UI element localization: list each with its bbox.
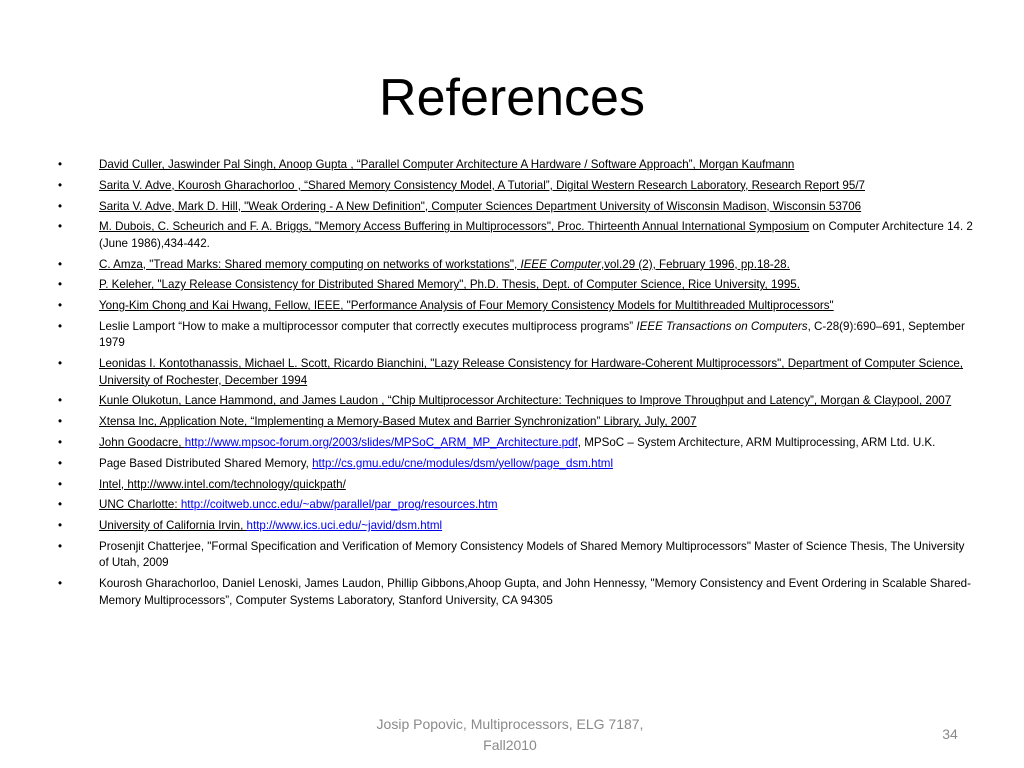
slide-footer [340,714,680,756]
bullet-icon: • [58,220,63,234]
reference-item [58,277,973,293]
reference-item [58,157,973,173]
reference-link[interactable]: http://coitweb.uncc.edu/~abw/parallel/par_prog/resources.htm [180,498,498,512]
bullet-icon: • [58,357,63,371]
bullet-icon: • [58,299,63,313]
reference-item [58,518,973,534]
reference-item [58,257,973,273]
bullet-icon: • [58,178,63,192]
reference-text: Xtensa Inc, Application Note, “Implementing a Memory-Based Mutex and Barrier Synchronization” Library, July, 2007 [99,415,697,429]
reference-item [58,539,973,572]
reference-text: Sarita V. Adve, Kourosh Gharachorloo , “Shared Memory Consistency Model, A Tutorial”, Digital Western Research Laboratory, Research Report 95/7 [99,178,865,192]
reference-text: on Computer Architecture 14. 2 (June 1986),434-442. [99,220,973,250]
reference-text: Prosenjit Chatterjee, "Formal Specification and Verification of Memory Consistency Models of Shared Memory Multiprocessors" Master of Science Thesis, The University of Utah, 2009 [99,539,965,570]
reference-item [58,477,973,493]
reference-item [58,199,973,215]
bullet-icon: • [58,577,63,591]
reference-text: ,vol.29 (2), February 1996, pp.18-28. [601,257,790,271]
bullet-icon: • [58,278,63,292]
reference-text: Intel, http://www.intel.com/technology/quickpath/ [99,477,346,491]
reference-text: Kunle Olukotun, Lance Hammond, and James Laudon , “Chip Multiprocessor Architecture: Techniques to Improve Throughput and Latency”, Morgan & Claypool, 2007 [99,394,952,408]
slide-title: References [379,69,645,127]
reference-item [58,456,973,472]
bullet-icon: • [58,394,63,408]
footer-line-1: Josip Popovic, Multiprocessors, ELG 7187, [376,716,644,732]
reference-text: David Culler, Jaswinder Pal Singh, Anoop Gupta , “Parallel Computer Architecture A Hardware / Software Approach”, Morgan Kaufmann [99,158,795,171]
reference-text: , C-28(9):690–691, September 1979 [99,319,965,350]
reference-text: Leslie Lamport “How to make a multiprocessor computer that correctly executes multiprocess programs” [99,319,637,333]
reference-item [58,414,973,430]
reference-text: University of California Irvin, [99,519,247,533]
reference-item [58,219,973,252]
reference-text: Leonidas I. Kontothanassis, Michael L. Scott, Ricardo Bianchini, "Lazy Release Consistency for Hardware-Coherent Multiprocessors", Department of Computer Science, University of Rochester, December 1994 [99,357,964,387]
reference-text: Page Based Distributed Shared Memory, [99,456,313,470]
reference-text: Kourosh Gharachorloo, Daniel Lenoski, James Laudon, Phillip Gibbons,Ahoop Gupta, and John Hennessy, "Memory Consistency and Event Ordering in Scalable Shared-Memory Multiprocessors”, Computer Systems Laboratory, Stanford University, CA 94305 [99,577,971,607]
footer-line-2: Fall2010 [483,737,537,753]
bullet-icon: • [58,415,63,429]
reference-text: C. Amza, "Tread Marks: Shared memory computing on networks of workstations", [99,257,521,271]
reference-text: Yong-Kim Chong and Kai Hwang, Fellow, IEEE, "Performance Analysis of Four Memory Consistency Models for Multithreaded Multiprocessors" [99,299,834,313]
reference-text: UNC Charlotte: [99,498,181,512]
reference-item [58,319,973,352]
reference-text: Sarita V. Adve, Mark D. Hill, "Weak Ordering - A New Definition", Computer Sciences Department University of Wisconsin Madison, Wisconsin 53706 [99,199,862,213]
reference-link[interactable]: http://www.ics.uci.edu/~javid/dsm.html [246,519,443,533]
reference-item [58,178,973,194]
reference-link[interactable]: http://cs.gmu.edu/cne/modules/dsm/yellow/page_dsm.html [312,456,614,470]
bullet-icon: • [58,257,63,271]
reference-text: M. Dubois, C. Scheurich and F. A. Briggs, "Memory Access Buffering in Multiprocessors", Proc. Thirteenth Annual International Symposium [99,220,810,234]
reference-item [58,356,973,389]
bullet-icon: • [58,477,63,491]
reference-item [58,576,973,609]
reference-item [58,435,973,451]
bullet-icon: • [58,519,63,533]
reference-item [58,497,973,513]
reference-text: , MPSoC – System Architecture, ARM Multiprocessing, ARM Ltd. U.K. [577,435,936,449]
reference-text: IEEE Computer [520,257,602,271]
reference-text: P. Keleher, "Lazy Release Consistency for Distributed Shared Memory", Ph.D. Thesis, Dept. of Computer Science, Rice University, 1995. [99,278,800,292]
bullet-icon: • [58,199,63,213]
bullet-icon: • [58,456,63,470]
bullet-icon: • [58,539,63,553]
reference-text: IEEE Transactions on Computers [636,319,808,333]
reference-item [58,298,973,314]
reference-link[interactable]: http://www.mpsoc-forum.org/2003/slides/MPSoC_ARM_MP_Architecture.pdf [184,435,578,449]
bullet-icon: • [58,435,63,449]
bullet-icon: • [58,319,63,333]
bullet-icon: • [58,158,63,171]
reference-item [58,393,973,409]
references-list [58,157,973,613]
bullet-icon: • [58,498,63,512]
page-number: 34 [942,726,958,742]
reference-text: John Goodacre, [99,435,185,449]
